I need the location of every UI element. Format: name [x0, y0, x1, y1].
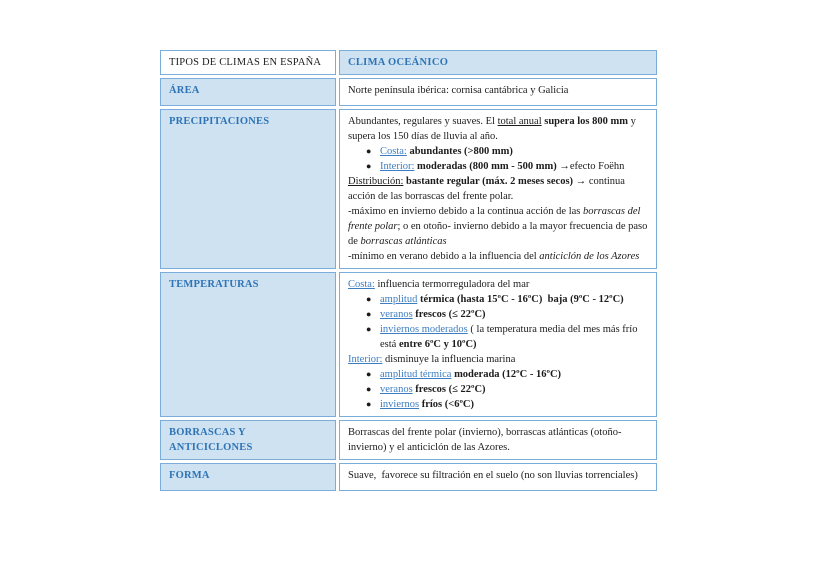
paragraph [348, 174, 648, 204]
text-run: moderada (12ºC - 16ºC) [454, 369, 562, 380]
bullet-icon: ● [366, 309, 372, 319]
row-content-area [339, 78, 657, 106]
text-run: →efecto Foëhn [556, 161, 625, 172]
row-content-precipitaciones [339, 109, 657, 269]
bullet-icon: ● [366, 324, 372, 334]
text-run: influencia termorreguladora del mar [374, 279, 530, 290]
text-run: Abundantes, regulares y suaves. El [348, 116, 498, 127]
text-run: moderadas (800 mm - 500 mm) [417, 161, 557, 172]
bullet-item [348, 322, 648, 352]
row-content-borrascas-y-anticiclones [339, 420, 657, 460]
bullet-item [348, 307, 648, 322]
bullet-icon: ● [366, 369, 372, 379]
bullet-text [380, 382, 648, 397]
text-run: borrascas del frente polar [348, 206, 641, 232]
header-cell-tipos-de-climas: TIPOS DE CLIMAS EN ESPAÑA [160, 50, 336, 75]
table-row-forma [160, 463, 657, 491]
text-run: bastante regular (máx. 2 meses secos) [406, 176, 574, 187]
bullet-icon: ● [366, 384, 372, 394]
paragraph [348, 352, 648, 367]
text-run: inviernos [380, 399, 420, 410]
text-run: Distribución: [348, 176, 404, 187]
bullet-item [348, 382, 648, 397]
bullet-icon: ● [366, 399, 372, 409]
bullet-text [380, 322, 648, 352]
text-run: ; o en otoño- invierno debido a la mayor frecuencia de paso de [348, 221, 648, 247]
table-row-precipitaciones [160, 109, 657, 269]
row-label-area: ÁREA [160, 78, 336, 106]
paragraph [348, 204, 648, 249]
text-run: anticiclón de los Azores [539, 251, 640, 262]
text-run: supera los 800 mm [544, 116, 628, 127]
bullet-item [348, 144, 648, 159]
text-run: frescos (≤ 22ºC) [415, 384, 486, 395]
text-run: y supera los 150 días de lluvia al año. [348, 116, 636, 142]
bullet-item [348, 397, 648, 412]
row-content-forma [339, 463, 657, 491]
paragraph [348, 83, 648, 98]
climate-types-table [157, 47, 660, 494]
text-run: disminuye la influencia marina [382, 354, 516, 365]
text-run: → continua acción de las borrascas del frente polar. [348, 176, 625, 202]
text-run: amplitud [380, 294, 418, 305]
text-run: ( la temperatura media del mes más frío está [380, 324, 638, 350]
row-label-precipitaciones: PRECIPITACIONES [160, 109, 336, 269]
text-run: Borrascas del frente polar (invierno), borrascas atlánticas (otoño-invierno) y el anticiclón de las Azores. [348, 427, 622, 453]
text-run: Interior: [380, 161, 415, 172]
table-row-borrascas-y-anticiclones [160, 420, 657, 460]
text-run: frescos (≤ 22ºC) [415, 309, 486, 320]
text-run: amplitud térmica [380, 369, 452, 380]
text-run: térmica (hasta 15ºC - 16ºC) baja (9ºC - 12ºC) [419, 294, 624, 305]
text-run: -mínimo en verano debido a la influencia del [348, 251, 540, 262]
bullet-icon: ● [366, 294, 372, 304]
row-content-temperaturas [339, 272, 657, 417]
row-label-forma: FORMA [160, 463, 336, 491]
row-label-borrascas-y-anticiclones: BORRASCAS Y ANTICICLONES [160, 420, 336, 460]
paragraph [348, 277, 648, 292]
text-run: veranos [380, 309, 413, 320]
paragraph [348, 114, 648, 144]
paragraph [348, 249, 648, 264]
bullet-text [380, 367, 648, 382]
bullet-text [380, 397, 648, 412]
text-run: Costa: [380, 146, 407, 157]
text-run: fríos (<6ºC) [421, 399, 475, 410]
text-run: total anual [497, 116, 542, 127]
bullet-item [348, 159, 648, 174]
table-row-header [160, 50, 657, 75]
header-cell-clima-oceanico: CLIMA OCEÁNICO [339, 50, 657, 75]
text-run: entre 6ºC y 10ºC) [398, 339, 477, 350]
text-run: inviernos moderados [380, 324, 468, 335]
text-run: Suave, favorece su filtración en el suelo (no son lluvias torrenciales) [348, 470, 638, 481]
row-label-temperaturas: TEMPERATURAS [160, 272, 336, 417]
bullet-text [380, 159, 648, 174]
text-run: abundantes (>800 mm) [409, 146, 513, 157]
paragraph [348, 425, 648, 455]
text-run: borrascas atlánticas [360, 236, 447, 247]
bullet-text [380, 307, 648, 322]
table-row-area [160, 78, 657, 106]
text-run: Interior: [348, 354, 383, 365]
bullet-text [380, 144, 648, 159]
bullet-item [348, 367, 648, 382]
paragraph [348, 468, 648, 483]
bullet-icon: ● [366, 161, 372, 171]
text-run: Norte península ibérica: cornisa cantábrica y Galicia [348, 85, 569, 96]
text-run: -máximo en invierno debido a la continua acción de las [348, 206, 584, 217]
bullet-icon: ● [366, 146, 372, 156]
bullet-text [380, 292, 648, 307]
text-run: veranos [380, 384, 413, 395]
bullet-item [348, 292, 648, 307]
table-body [160, 50, 657, 491]
table-row-temperaturas [160, 272, 657, 417]
text-run: Costa: [348, 279, 375, 290]
